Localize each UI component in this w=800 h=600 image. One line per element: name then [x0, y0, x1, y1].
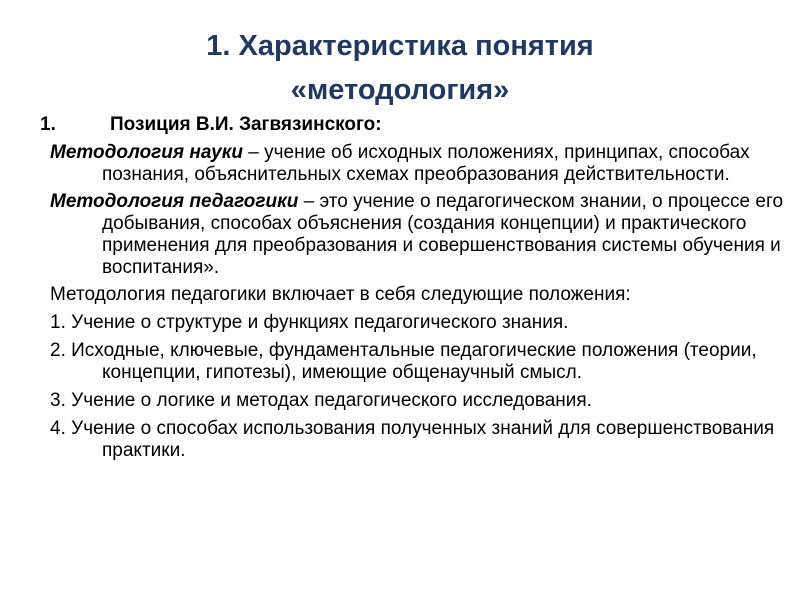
list-item: 4. Учение о способах использования полученных знаний для совершенствования практики. — [50, 418, 775, 461]
position-text: Позиция В.И. Загвязинского: — [110, 114, 382, 135]
intro-paragraph: Методология педагогики включает в себя следующие положения: — [50, 284, 631, 305]
position-number: 1. — [40, 114, 56, 135]
position-heading — [30, 114, 785, 136]
definition-text: – учение об исходных положениях, принципах, способах познания, объяснительных схемах преобразования действительности. — [102, 142, 750, 185]
list-item: 1. Учение о структуре и функциях педагогического знания. — [50, 312, 569, 333]
definition-text: – это учение о педагогическом знании, о процессе его добывания, способах объяснения (создания концепции) и практического применения для преобразования и совершенствования системы обучения и воспитания». — [102, 191, 784, 278]
definition-pedagogy — [30, 191, 785, 279]
list-item: 3. Учение о логике и методах педагогического исследования. — [50, 390, 592, 411]
slide-title — [0, 24, 800, 112]
list-item: 2. Исходные, ключевые, фундаментальные педагогические положения (теории, концепции, гипотезы), имеющие общенаучный смысл. — [50, 340, 757, 383]
title-line-2: «методология» — [290, 74, 510, 106]
definition-science — [30, 142, 785, 186]
title-line-1: 1. Характеристика понятия — [206, 30, 594, 62]
definition-term: Методология науки — [50, 142, 243, 163]
slide-content — [30, 114, 785, 468]
definition-term: Методология педагогики — [50, 191, 299, 212]
